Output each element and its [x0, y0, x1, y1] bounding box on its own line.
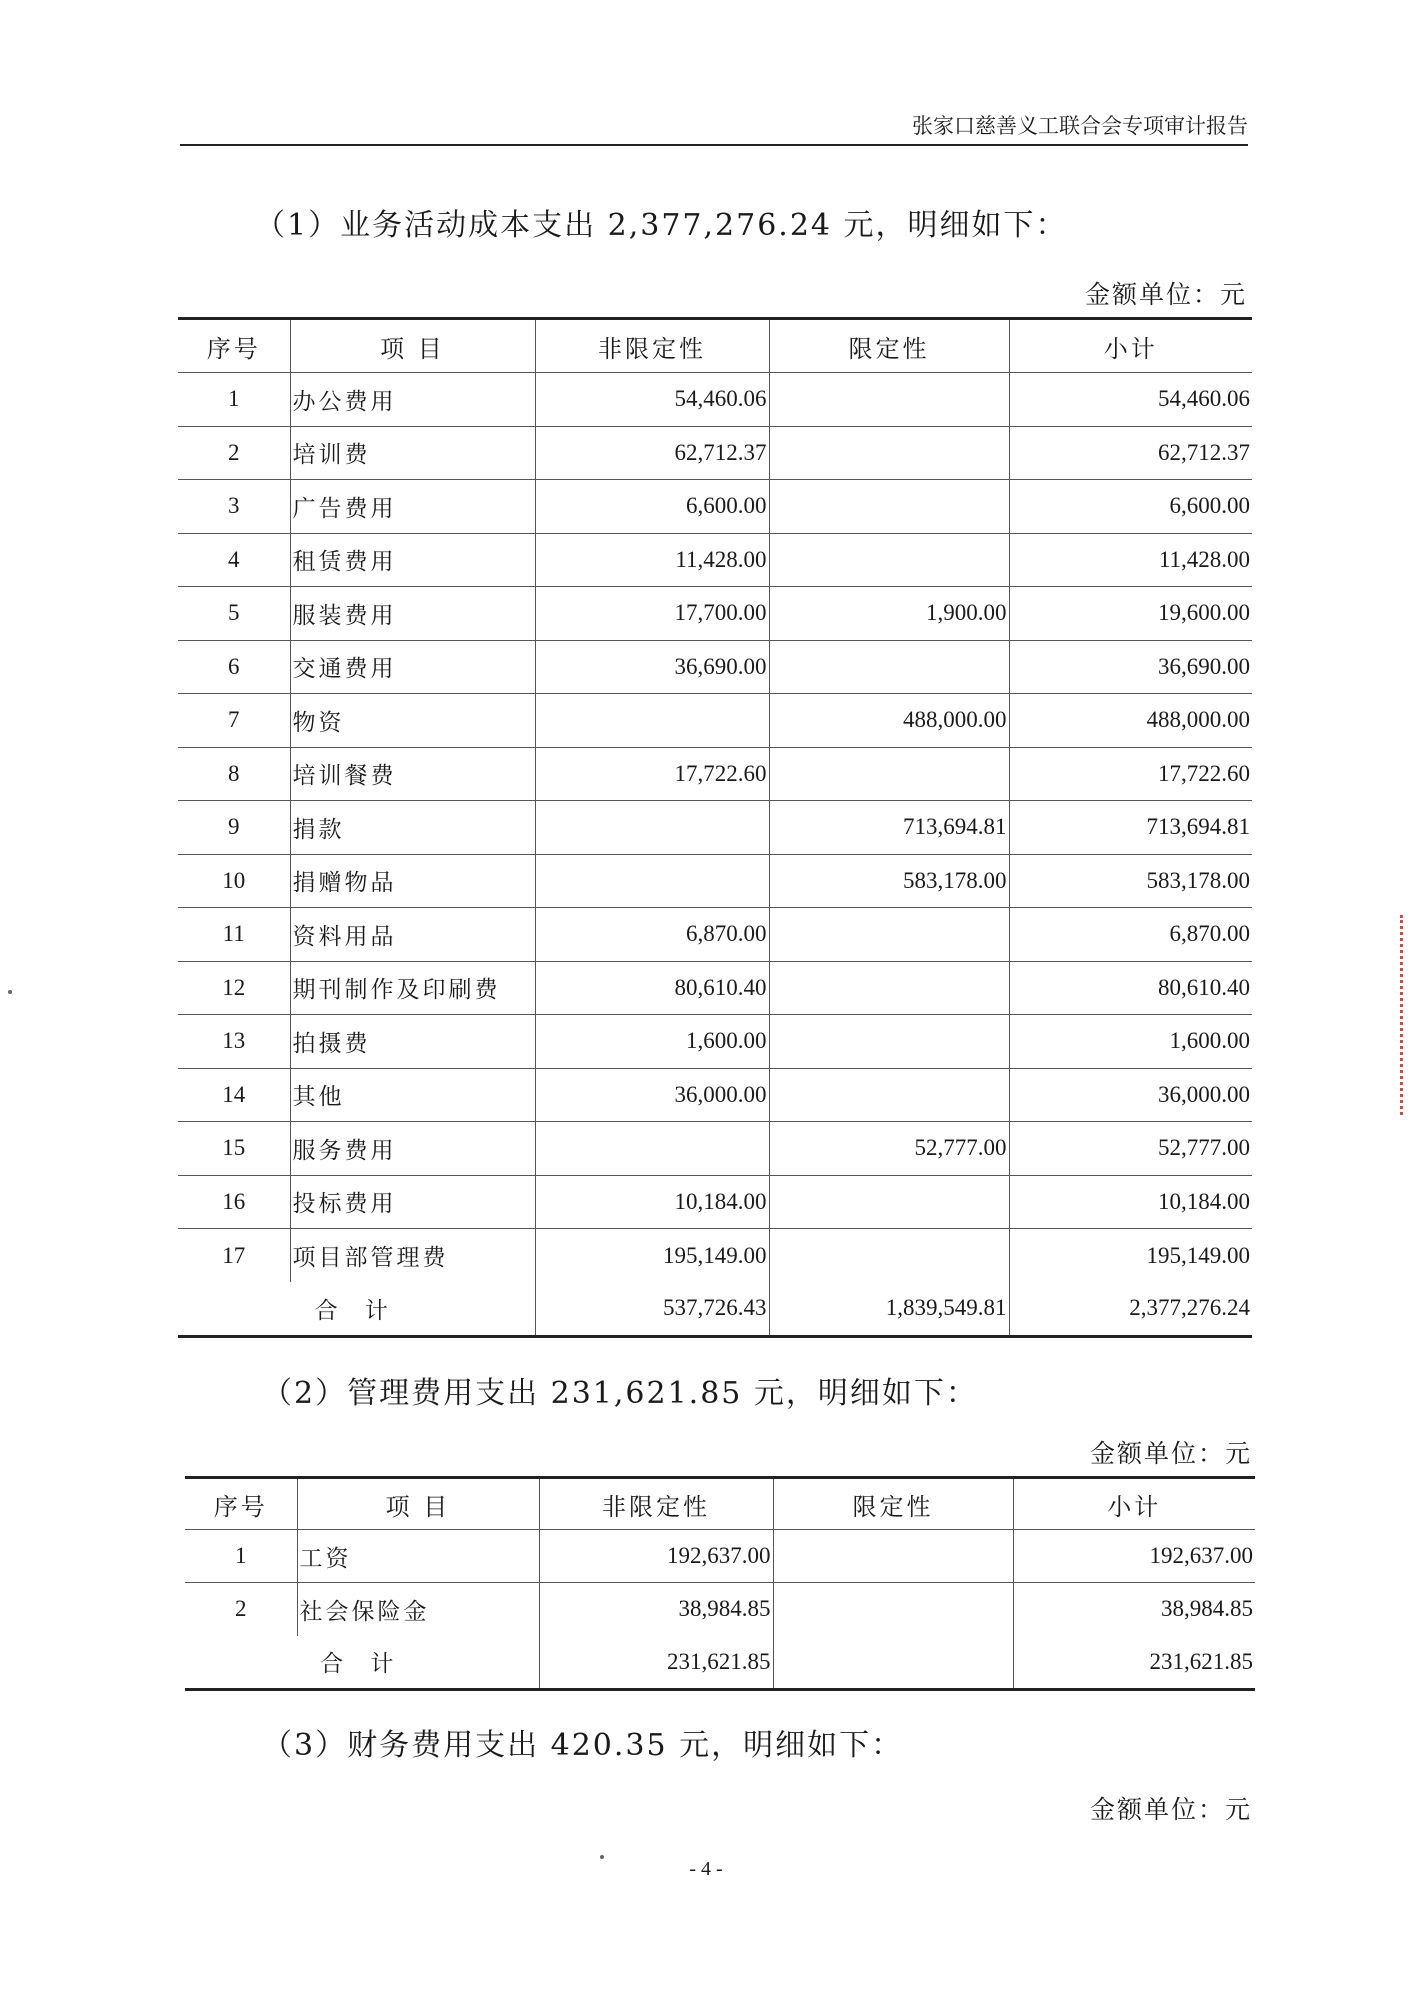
page-header [180, 108, 1248, 146]
row-subtotal: 36,000.00 [1009, 1068, 1252, 1122]
page-number: - 4 - [689, 1858, 723, 1880]
row-seq: 13 [178, 1015, 290, 1069]
row-unrestricted [535, 854, 769, 908]
table-row [185, 1583, 1255, 1636]
column-header-restricted: 限定性 [773, 1478, 1013, 1530]
row-seq: 2 [185, 1583, 297, 1636]
row-seq: 11 [178, 908, 290, 962]
table-row [178, 801, 1252, 855]
row-subtotal: 195,149.00 [1146, 1242, 1250, 1268]
row-seq: 1 [185, 1530, 297, 1583]
column-header-subtotal: 小计 [1009, 319, 1252, 373]
total-subtotal: 231,621.85 [1149, 1648, 1253, 1674]
row-seq: 17 [178, 1229, 290, 1283]
row-seq: 9 [178, 801, 290, 855]
column-header-subtotal: 小计 [1013, 1478, 1255, 1530]
table-header-row [178, 319, 1252, 373]
table-row [178, 908, 1252, 962]
total-restricted [773, 1636, 1013, 1690]
row-item: 项目部管理费 [290, 1229, 535, 1283]
business-cost-table [178, 317, 1252, 1338]
table-row [178, 1068, 1252, 1122]
row-seq: 6 [178, 640, 290, 694]
admin-cost-table [185, 1476, 1255, 1691]
row-restricted [769, 1229, 1009, 1283]
row-item: 服务费用 [290, 1122, 535, 1176]
row-restricted [773, 1583, 1013, 1636]
table-row [178, 640, 1252, 694]
total-subtotal: 2,377,276.24 [1129, 1295, 1250, 1321]
row-item: 服装费用 [290, 587, 535, 641]
row-subtotal: 52,777.00 [1009, 1122, 1252, 1176]
row-unrestricted: 36,000.00 [535, 1068, 769, 1122]
row-unrestricted [535, 1122, 769, 1176]
row-subtotal: 36,690.00 [1009, 640, 1252, 694]
row-subtotal: 6,870.00 [1009, 908, 1252, 962]
total-restricted: 1,839,549.81 [769, 1282, 1009, 1336]
row-subtotal: 10,184.00 [1009, 1175, 1252, 1229]
row-seq: 4 [178, 533, 290, 587]
row-unrestricted: 192,637.00 [539, 1530, 773, 1583]
row-item: 资料用品 [290, 908, 535, 962]
scan-speck [8, 990, 12, 994]
row-unrestricted: 11,428.00 [535, 533, 769, 587]
total-row [178, 1282, 1252, 1336]
table-row [178, 1175, 1252, 1229]
column-header-seq: 序号 [178, 319, 290, 373]
row-subtotal: 192,637.00 [1013, 1530, 1255, 1583]
row-item: 拍摄费 [290, 1015, 535, 1069]
row-unrestricted: 1,600.00 [535, 1015, 769, 1069]
column-header-unrestricted: 非限定性 [535, 319, 769, 373]
row-seq: 2 [178, 426, 290, 480]
row-subtotal: 62,712.37 [1009, 426, 1252, 480]
row-unrestricted: 17,700.00 [535, 587, 769, 641]
seal-edge-mark [1400, 915, 1411, 1115]
row-restricted [769, 1068, 1009, 1122]
row-unrestricted [535, 801, 769, 855]
table-row [178, 747, 1252, 801]
column-header-restricted: 限定性 [769, 319, 1009, 373]
row-subtotal: 80,610.40 [1009, 961, 1252, 1015]
table-row [178, 961, 1252, 1015]
section2-unit-label: 金额单位：元 [1089, 1439, 1252, 1468]
table-row [178, 373, 1252, 427]
row-restricted: 52,777.00 [769, 1122, 1009, 1176]
row-seq: 16 [178, 1175, 290, 1229]
table-row [178, 1122, 1252, 1176]
section3-unit-label: 金额单位：元 [1089, 1795, 1252, 1824]
row-item: 社会保险金 [297, 1583, 539, 1636]
row-restricted: 713,694.81 [769, 801, 1009, 855]
row-item: 交通费用 [290, 640, 535, 694]
total-row [185, 1636, 1255, 1690]
row-seq: 7 [178, 694, 290, 748]
row-item: 广告费用 [290, 480, 535, 534]
row-item: 投标费用 [290, 1175, 535, 1229]
row-unrestricted: 36,690.00 [535, 640, 769, 694]
row-unrestricted: 17,722.60 [535, 747, 769, 801]
row-restricted [769, 908, 1009, 962]
row-restricted [773, 1530, 1013, 1583]
section2-heading: （2）管理费用支出 231,621.85 元，明细如下： [262, 1376, 978, 1411]
scan-speck [600, 1855, 604, 1859]
table-header-row [185, 1478, 1255, 1530]
row-item: 培训费 [290, 426, 535, 480]
row-seq: 8 [178, 747, 290, 801]
row-restricted [769, 747, 1009, 801]
table-row [178, 1229, 1252, 1283]
total-label: 合 计 [178, 1282, 535, 1336]
row-restricted [769, 640, 1009, 694]
row-restricted [769, 480, 1009, 534]
row-unrestricted [535, 694, 769, 748]
table-row [178, 533, 1252, 587]
row-item: 其他 [290, 1068, 535, 1122]
row-restricted: 488,000.00 [769, 694, 1009, 748]
table-row [178, 694, 1252, 748]
table-row [178, 587, 1252, 641]
row-seq: 14 [178, 1068, 290, 1122]
row-subtotal: 19,600.00 [1009, 587, 1252, 641]
row-unrestricted: 6,870.00 [535, 908, 769, 962]
row-restricted [769, 533, 1009, 587]
row-item: 期刊制作及印刷费 [290, 961, 535, 1015]
row-restricted: 583,178.00 [769, 854, 1009, 908]
row-subtotal: 488,000.00 [1009, 694, 1252, 748]
row-item: 捐赠物品 [290, 854, 535, 908]
section1-unit-label: 金额单位：元 [1084, 280, 1247, 309]
row-restricted: 1,900.00 [769, 587, 1009, 641]
row-item: 培训餐费 [290, 747, 535, 801]
row-unrestricted: 38,984.85 [539, 1583, 773, 1636]
section3-heading: （3）财务费用支出 420.35 元，明细如下： [262, 1728, 904, 1763]
row-seq: 12 [178, 961, 290, 1015]
column-header-unrestricted: 非限定性 [539, 1478, 773, 1530]
row-subtotal: 54,460.06 [1009, 373, 1252, 427]
row-unrestricted: 6,600.00 [535, 480, 769, 534]
table-row [178, 426, 1252, 480]
row-item: 工资 [297, 1530, 539, 1583]
row-seq: 10 [178, 854, 290, 908]
table-row [178, 854, 1252, 908]
row-restricted [769, 961, 1009, 1015]
row-seq: 5 [178, 587, 290, 641]
row-unrestricted: 10,184.00 [535, 1175, 769, 1229]
row-subtotal: 713,694.81 [1009, 801, 1252, 855]
row-seq: 3 [178, 480, 290, 534]
section1-heading: （1）业务活动成本支出 2,377,276.24 元，明细如下： [255, 208, 1068, 243]
row-unrestricted: 80,610.40 [535, 961, 769, 1015]
total-unrestricted: 231,621.85 [539, 1636, 773, 1690]
column-header-item: 项 目 [290, 319, 535, 373]
table-row [185, 1530, 1255, 1583]
row-seq: 15 [178, 1122, 290, 1176]
row-restricted [769, 1175, 1009, 1229]
row-subtotal: 11,428.00 [1009, 533, 1252, 587]
total-label: 合 计 [185, 1636, 539, 1690]
column-header-seq: 序号 [185, 1478, 297, 1530]
row-subtotal: 583,178.00 [1009, 854, 1252, 908]
row-item: 办公费用 [290, 373, 535, 427]
row-restricted [769, 1015, 1009, 1069]
row-seq: 1 [178, 373, 290, 427]
row-subtotal: 38,984.85 [1161, 1596, 1253, 1622]
row-subtotal: 17,722.60 [1009, 747, 1252, 801]
row-item: 物资 [290, 694, 535, 748]
row-unrestricted: 54,460.06 [535, 373, 769, 427]
row-subtotal: 6,600.00 [1009, 480, 1252, 534]
table-row [178, 480, 1252, 534]
row-unrestricted: 62,712.37 [535, 426, 769, 480]
row-subtotal: 1,600.00 [1009, 1015, 1252, 1069]
table-row [178, 1015, 1252, 1069]
row-item: 捐款 [290, 801, 535, 855]
row-restricted [769, 426, 1009, 480]
header-title: 张家口慈善义工联合会专项审计报告 [912, 114, 1248, 138]
row-restricted [769, 373, 1009, 427]
column-header-item: 项 目 [297, 1478, 539, 1530]
row-item: 租赁费用 [290, 533, 535, 587]
total-unrestricted: 537,726.43 [535, 1282, 769, 1336]
row-unrestricted: 195,149.00 [535, 1229, 769, 1283]
